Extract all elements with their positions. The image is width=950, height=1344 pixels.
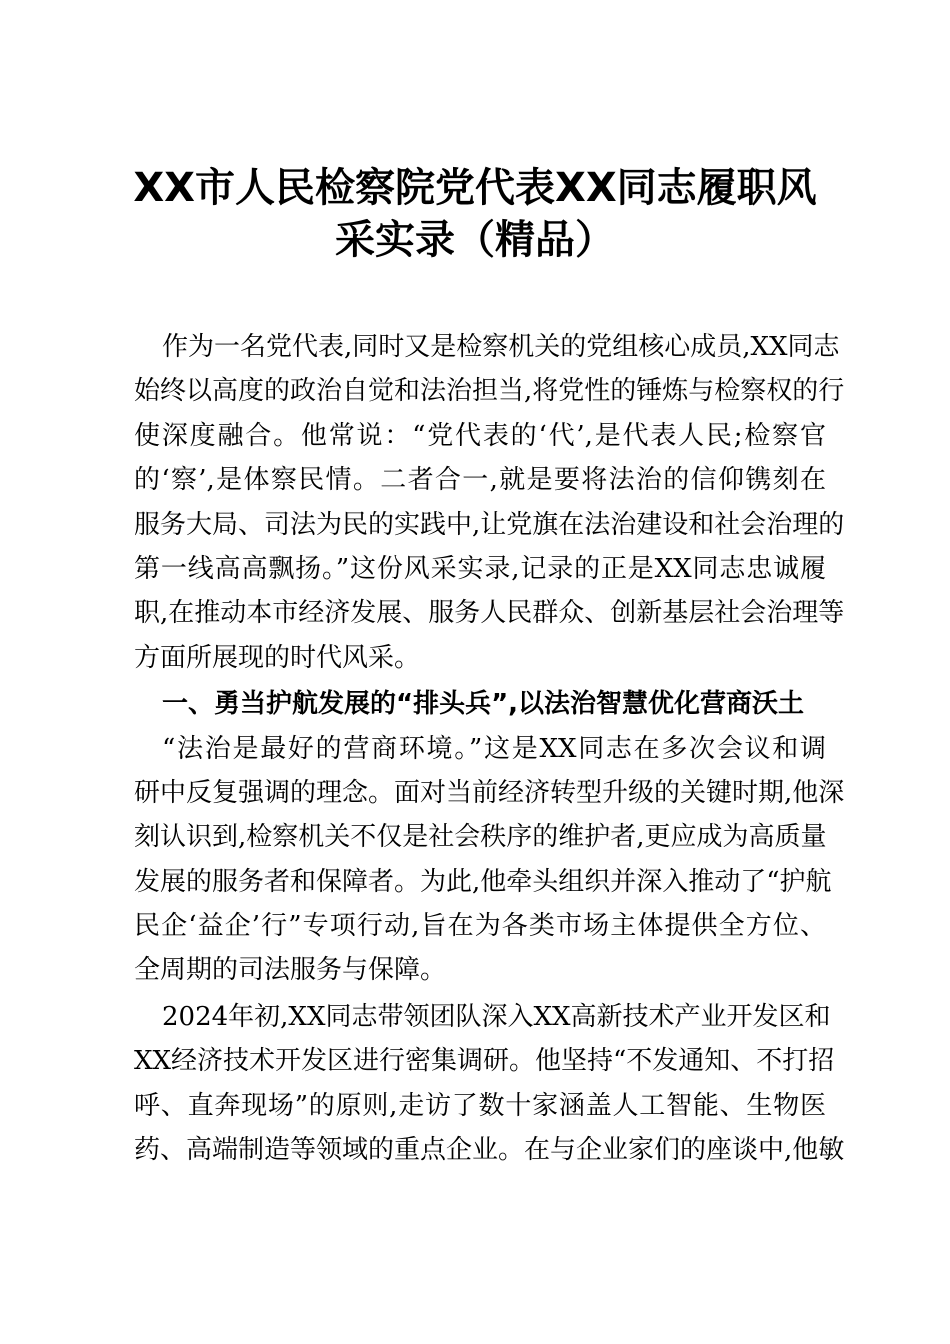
document-body <box>134 325 845 1172</box>
title-line-1: XX市人民检察院党代表XX同志履职风 <box>133 165 817 211</box>
text-line: 使深度融合。他常说：“党代表的‘代’,是代表人民;检察官 <box>134 420 826 451</box>
text-line: 服务大局、司法为民的实践中,让党旗在法治建设和社会治理的 <box>134 509 845 540</box>
text-line: 职,在推动本市经济发展、服务人民群众、创新基层社会治理等 <box>134 598 845 629</box>
title-line-2: 采实录（精品） <box>335 217 615 263</box>
text-line: 发展的服务者和保障者。为此,他牵头组织并深入推动了“护航 <box>134 866 832 897</box>
paragraph-intro <box>134 325 845 680</box>
text-line: 研中反复强调的理念。面对当前经济转型升级的关键时期,他深 <box>134 777 845 808</box>
section-heading-1: 一、勇当护航发展的“排头兵”,以法治智慧优化营商沃土 <box>162 689 805 720</box>
text-line: 的‘察’,是体察民情。二者合一,就是要将法治的信仰镌刻在 <box>134 465 826 496</box>
text-line: 作为一名党代表,同时又是检察机关的党组核心成员,XX同志 <box>162 332 840 362</box>
text-line: 药、高端制造等领域的重点企业。在与企业家们的座谈中,他敏 <box>134 1135 845 1166</box>
text-line: 始终以高度的政治自觉和法治担当,将党性的锤炼与检察权的行 <box>134 376 845 407</box>
text-line: 第一线高高飘扬。”这份风采实录,记录的正是XX同志忠诚履 <box>134 553 826 584</box>
text-line: 方面所展现的时代风采。 <box>134 642 421 673</box>
text-line: XX经济技术开发区进行密集调研。他坚持“不发通知、不打招 <box>134 1046 835 1077</box>
text-line: 全周期的司法服务与保障。 <box>134 955 447 986</box>
text-line: 2024年初,XX同志带领团队深入XX高新技术产业开发区和 <box>162 1001 831 1032</box>
text-line: “法治是最好的营商环境。”这是XX同志在多次会议和调 <box>162 733 826 764</box>
text-line: 刻认识到,检察机关不仅是社会秩序的维护者,更应成为高质量 <box>134 822 827 853</box>
paragraph-section-1-a <box>134 727 845 993</box>
paragraph-section-1-b <box>134 995 845 1173</box>
document-title <box>110 162 840 266</box>
text-line: 呼、直奔现场”的原则,走访了数十家涵盖人工智能、生物医 <box>134 1090 826 1121</box>
text-line: 民企‘益企’行”专项行动,旨在为各类市场主体提供全方位、 <box>134 911 826 942</box>
